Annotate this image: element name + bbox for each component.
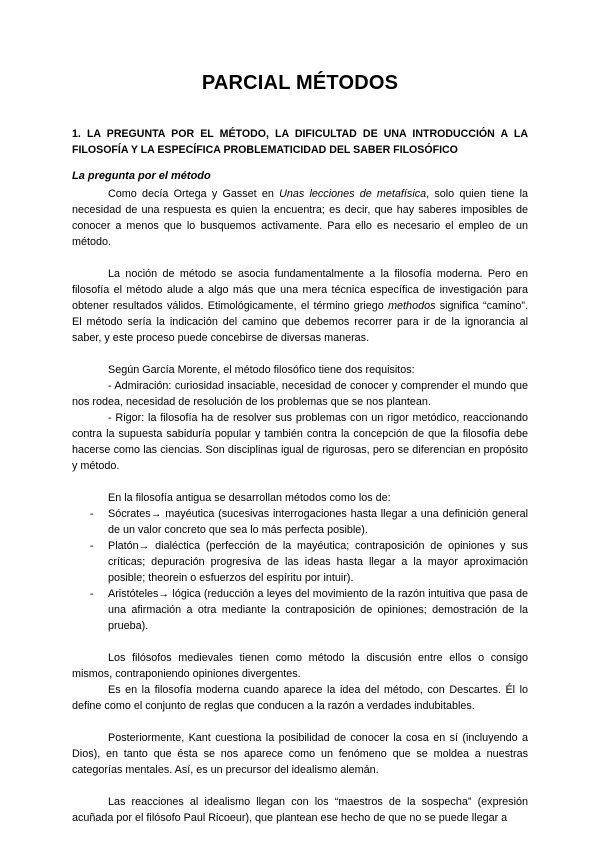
requirement-rigor: - Rigor: la filosofía ha de resolver sus problemas con un rigor metódico, reaccionando contra la supuesta sabiduría popular y también contra la concepción de que la filosofía debe hacerse como las ciencias. Son disciplinas igual de rigurosas, pero se diferencian en propósito y método. (72, 412, 528, 472)
list-item (72, 506, 528, 538)
body-text (72, 186, 528, 826)
paragraph-kant: Posteriormente, Kant cuestiona la posibilidad de conocer la cosa en sí (incluyendo a Dios), en tanto que ésta se nos aparece como un fenómeno que se moldea a nuestras categorías mentales. Así, es un precursor del idealismo alemán. (72, 732, 528, 776)
paragraph-text: La noción de método se asocia fundamentalmente a la filosofía moderna. Pero en filosofía el método alude a algo más que una mera técnica específica de investigación para obtener resultados válidos. Etimológicamente, el término griego (72, 268, 528, 312)
paragraph-ancient-intro: En la filosofía antigua se desarrollan métodos como los de: (108, 492, 391, 504)
paragraph-morente-intro: Según García Morente, el método filosófico tiene dos requisitos: (108, 364, 415, 376)
list-item-text: Aristóteles→ lógica (reducción a leyes del movimiento de la razón intuitiva que pasa de una afirmación a otra mediante la contraposición de opiniones; demostración de la prueba). (108, 588, 528, 632)
paragraph-text: significa “camino”. El método sería la indicación del camino que debemos recorrer para ir de la ignorancia al saber, y este proceso puede concebirse de diversas maneras. (72, 300, 528, 344)
list-bullet: - (90, 508, 94, 520)
paragraph-suspicion: Las reacciones al idealismo llegan con los “maestros de la sospecha” (expresión acuñada por el filósofo Paul Ricoeur), que plantean ese hecho de que no se puede llegar a (72, 796, 528, 824)
list-bullet: - (90, 588, 94, 600)
paragraph-ortega (72, 186, 528, 250)
book-title: Unas lecciones de metafísica (279, 188, 427, 200)
paragraph-text: Como decía Ortega y Gasset en (108, 188, 280, 200)
ancient-methods-list (72, 506, 528, 634)
greek-term: methodos (388, 300, 436, 312)
list-item (72, 538, 528, 586)
requirement-admiration: - Admiración: curiosidad insaciable, necesidad de conocer y comprender el mundo que nos rodea, necesidad de resolución de los problemas que se nos plantean. (72, 380, 528, 408)
page-title: PARCIAL MÉTODOS (201, 72, 399, 94)
list-item-text: Platón→ dialéctica (perfección de la mayéutica; contraposición de opiniones y sus críticas; depuración progresiva de las ideas hasta llegar a la mayor aproximación posible; theorein o esfuerzos del espíritu por intuir). (108, 540, 528, 584)
paragraph-descartes: Es en la filosofía moderna cuando aparece la idea del método, con Descartes. Él lo define como el conjunto de reglas que conducen a la razón a verdades indubitables. (72, 684, 528, 712)
subheading: La pregunta por el método (72, 170, 211, 182)
list-item-text: Sócrates→ mayéutica (sucesivas interrogaciones hasta llegar a una definición general de un valor concreto que sea lo más perfecta posible). (108, 508, 528, 536)
paragraph-method-notion (72, 266, 528, 346)
paragraph-text: , solo quien tiene la necesidad de una respuesta es quien la encuentra; es decir, que hay saberes imposibles de conocer a menos que lo busquemos activamente. Para ello es necesario el empleo de un método. (72, 188, 528, 248)
list-item (72, 586, 528, 634)
paragraph-medieval: Los filósofos medievales tienen como método la discusión entre ellos o consigo mismos, contraponiendo opiniones divergentes. (72, 652, 528, 680)
section-heading: 1. LA PREGUNTA POR EL MÉTODO, LA DIFICULTAD DE UNA INTRODUCCIÓN A LA FILOSOFÍA Y LA ESPECÍFICA PROBLEMATICIDAD DEL SABER FILOSÓFICO (72, 128, 528, 156)
list-bullet: - (90, 540, 94, 552)
